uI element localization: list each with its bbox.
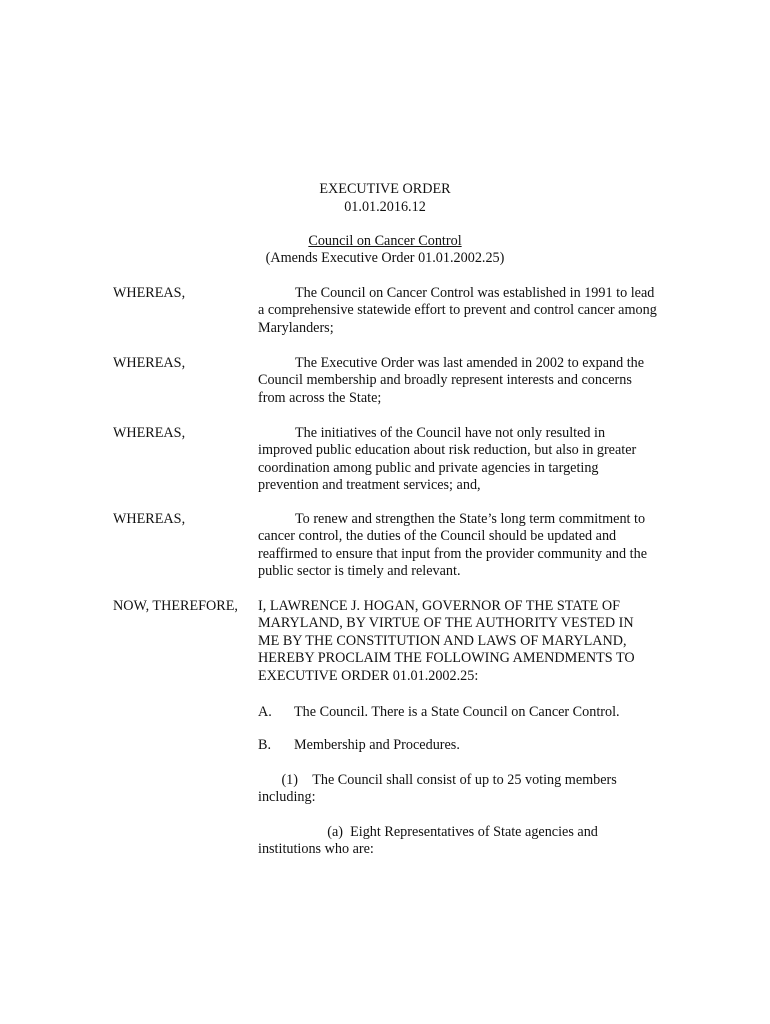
whereas-clause-1 xyxy=(258,285,658,337)
whereas-label-4: WHEREAS, xyxy=(113,511,186,527)
order-subject-text: Council on Cancer Control xyxy=(308,233,462,249)
whereas-label-1: WHEREAS, xyxy=(113,285,186,301)
section-b-marker: B. xyxy=(258,737,272,753)
subsection-a-marker: (a) xyxy=(327,824,343,840)
order-amends: (Amends Executive Order 01.01.2002.25) xyxy=(265,250,505,266)
whereas-text-3: The initiatives of the Council have not only resulted in improved public education about risk reduction, but also in greater coordination among public and private agencies in targeting prevention and treatment services; and, xyxy=(258,425,637,494)
whereas-text-4: To renew and strengthen the State’s long term commitment to cancer control, the duties of the Council should be updated and reaffirmed to ensure that input from the provider community and the public sector is timely and relevant. xyxy=(258,511,647,580)
subsection-a xyxy=(258,824,658,859)
subsection-1-marker: (1) xyxy=(281,772,298,788)
order-subject xyxy=(0,233,770,250)
whereas-text-2: The Executive Order was last amended in 2002 to expand the Council membership and broadly represent interests and concerns from across the State; xyxy=(258,355,645,406)
section-b xyxy=(258,737,658,754)
whereas-clause-2 xyxy=(258,355,658,407)
subsection-a-text: Eight Representatives of State agencies and institutions who are: xyxy=(258,824,598,858)
whereas-label-3: WHEREAS, xyxy=(113,425,186,441)
whereas-text-1: The Council on Cancer Control was established in 1991 to lead a comprehensive statewide effort to prevent and control cancer among Marylanders; xyxy=(258,285,657,336)
proclamation-label: NOW, THEREFORE, xyxy=(113,598,238,614)
whereas-clause-4 xyxy=(258,511,658,581)
order-title: EXECUTIVE ORDER xyxy=(319,181,451,197)
section-a xyxy=(258,704,658,721)
order-number: 01.01.2016.12 xyxy=(344,199,426,215)
section-a-text: The Council. There is a State Council on Cancer Control. xyxy=(294,704,620,720)
subsection-1 xyxy=(258,772,658,807)
whereas-label-2: WHEREAS, xyxy=(113,355,186,371)
subsection-1-text: The Council shall consist of up to 25 voting members including: xyxy=(258,772,617,806)
section-a-marker: A. xyxy=(258,704,272,720)
proclamation-text: I, LAWRENCE J. HOGAN, GOVERNOR OF THE STATE OF MARYLAND, BY VIRTUE OF THE AUTHORITY VESTED IN ME BY THE CONSTITUTION AND LAWS OF MARYLAND, HEREBY PROCLAIM THE FOLLOWING AMENDMENTS TO EXECUTIVE ORDER 01.01.2002.25: xyxy=(258,598,635,684)
whereas-clause-3 xyxy=(258,425,658,495)
section-b-text: Membership and Procedures. xyxy=(294,737,460,753)
